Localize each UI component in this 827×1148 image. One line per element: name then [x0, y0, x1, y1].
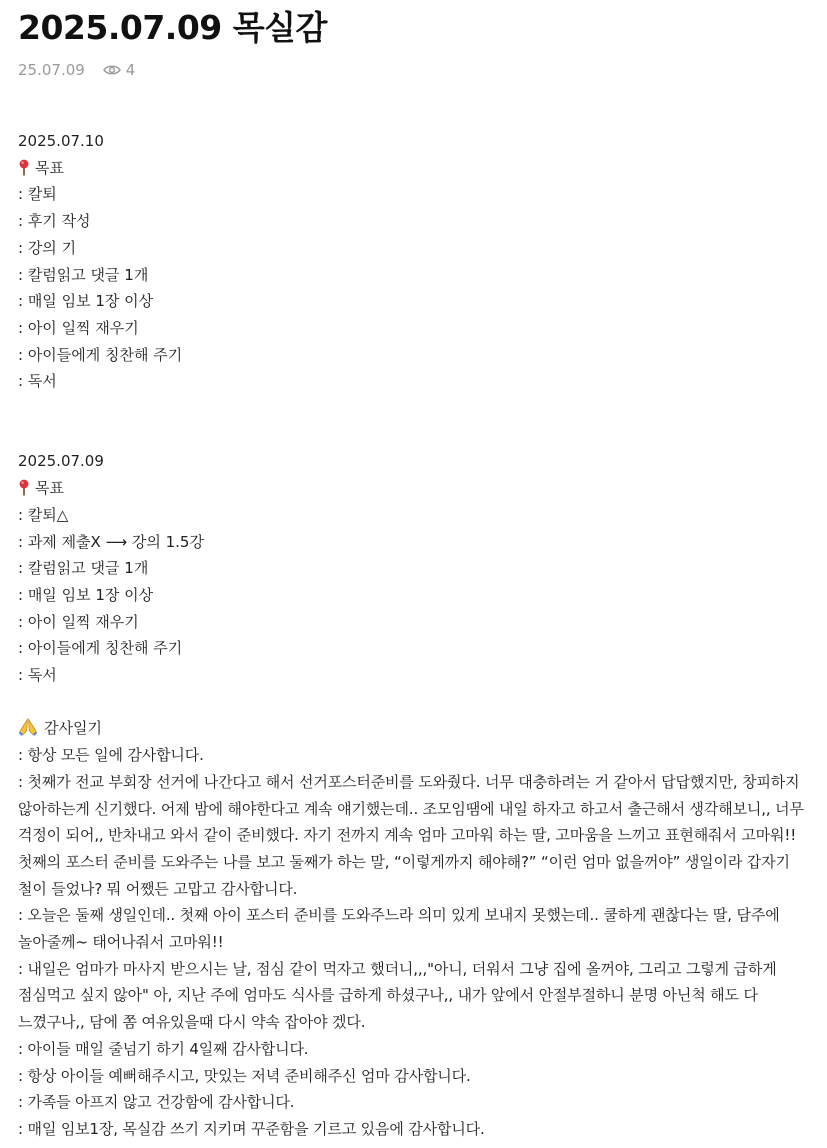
- goal-item: : 독서: [18, 372, 57, 391]
- post-body: [18, 128, 818, 1143]
- goal-heading-label: 목표: [35, 158, 64, 177]
- goal-item: : 아이들에게 칭찬해 주기: [18, 345, 183, 364]
- goal-item: : 매일 임보 1장 이상: [18, 585, 154, 604]
- gratitude-entry: : 항상 모든 일에 감사합니다.: [18, 746, 204, 765]
- goal-item: : 아이 일찍 재우기: [18, 318, 139, 337]
- gratitude-heading-label: 감사일기: [44, 719, 102, 738]
- goal-item: : 아이들에게 칭찬해 주기: [18, 639, 183, 658]
- gratitude-entry: : 가족들 아프지 않고 건강함에 감사합니다.: [18, 1093, 295, 1112]
- post-title: 2025.07.09 목실감: [18, 8, 327, 47]
- goal-heading: [18, 475, 818, 502]
- pushpin-icon: [18, 159, 30, 176]
- view-count: [103, 61, 136, 79]
- gratitude-entry: : 아이들 매일 줄넘기 하기 4일째 감사합니다.: [18, 1039, 309, 1058]
- goal-item: : 칼퇴△: [18, 505, 69, 524]
- gratitude-entry: : 매일 임보1장, 목실감 쓰기 지키며 꾸준함을 기르고 있음에 감사합니다.: [18, 1119, 485, 1138]
- goal-item: : 칼럼읽고 댓글 1개: [18, 265, 149, 284]
- goal-item: : 강의 기: [18, 238, 77, 257]
- goal-item: : 칼럼읽고 댓글 1개: [18, 559, 149, 578]
- pushpin-icon: [18, 479, 30, 496]
- goal-item: : 과제 제출X ⟶ 강의 1.5강: [18, 532, 204, 551]
- post-date: 25.07.09: [18, 61, 85, 79]
- goal-heading-label: 목표: [35, 479, 64, 498]
- goal-heading: [18, 155, 818, 182]
- goal-item: : 독서: [18, 666, 57, 685]
- goal-item: : 매일 임보 1장 이상: [18, 292, 154, 311]
- gratitude-entry: : 항상 아이들 예뻐해주시고, 맛있는 저녁 준비해주신 엄마 감사합니다.: [18, 1066, 471, 1085]
- section-date: 2025.07.09: [18, 452, 104, 471]
- section-date: 2025.07.10: [18, 132, 104, 150]
- goal-item: : 아이 일찍 재우기: [18, 612, 139, 631]
- goal-item: : 칼퇴: [18, 185, 57, 204]
- view-count-value: 4: [125, 61, 136, 79]
- post-meta: [18, 59, 135, 81]
- goal-item: : 후기 작성: [18, 212, 91, 231]
- praying-hands-icon: [18, 718, 38, 736]
- eye-icon: [103, 64, 121, 76]
- gratitude-entry: : 첫째가 전교 부회장 선거에 나간다고 해서 선거포스터준비를 도와줬다. 너무 대충하려는 거 같아서 답답했지만, 창피하지 않아하는게 신기했다. 어제 밤에 해야한다고 계속 얘기했는데.. 조모임땜에 내일 하자고 하고서 출근해서 생각해보니,, 너무 걱정이 되어,, 반차내고 와서 같이 준비했다. 자기 전까지 계속 엄마 고마워 하는 딸, 고마움을 느끼고 표현해줘서 고마워!! 첫째의 포스터 준비를 도와주는 나를 보고 둘째가 하는 말, “이렇게까지 해야해?” “이런 엄마 없을꺼야” 생일이라 갑자기 철이 들었나? 뭐 어쨌든 고맙고 감사합니다.: [18, 772, 804, 898]
- gratitude-heading: [18, 715, 818, 742]
- gratitude-entry: : 내일은 엄마가 마사지 받으시는 날, 점심 같이 먹자고 했더니,,,"아니, 더워서 그냥 집에 올꺼야, 그리고 그렇게 급하게 점심먹고 싶지 않아" 아, 지난 주에 엄마도 식사를 급하게 하셨구나,, 내가 앞에서 안절부절하니 분명 아닌척 해도 다 느꼈구나,, 담에 쫌 여유있을때 다시 약속 잡아야 겠다.: [18, 959, 777, 1032]
- gratitude-entry: : 오늘은 둘째 생일인데.. 첫째 아이 포스터 준비를 도와주느라 의미 있게 보내지 못했는데.. 쿨하게 괜찮다는 딸, 담주에 놀아줄께~ 태어나줘서 고마워!!: [18, 906, 780, 952]
